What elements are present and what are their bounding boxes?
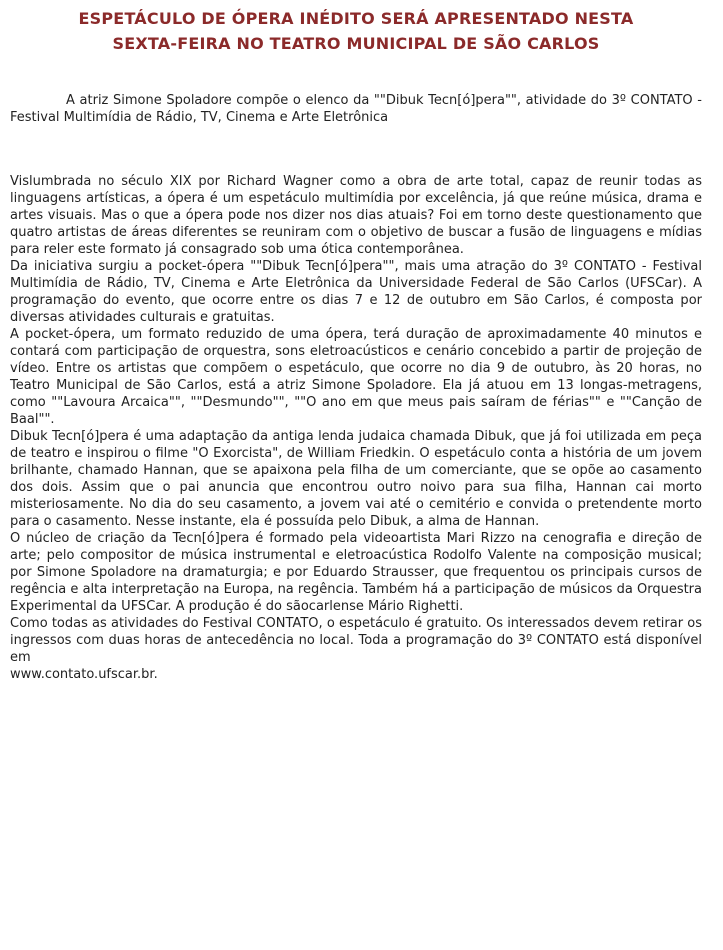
body-paragraph: Da iniciativa surgiu a pocket-ópera ""Dibuk Tecn[ó]pera"", mais uma atração do 3º CONTATO - Festival Multimídia de Rádio, TV, Cinema e Arte Eletrônica da Universidade Federal de São Carlos (UFSCar). A programação do evento, que ocorre entre os dias 7 e 12 de outubro em São Carlos, é composta por diversas atividades culturais e gratuitas. (10, 259, 702, 325)
article-body (10, 173, 702, 683)
body-paragraph: Dibuk Tecn[ó]pera é uma adaptação da antiga lenda judaica chamada Dibuk, que já foi utilizada em peça de teatro e inspirou o filme "O Exorcista", de William Friedkin. O espetáculo conta a história de um jovem brilhante, chamado Hannan, que se apaixona pela filha de um comerciante, que se opõe ao casamento dos dois. Assim que o pai anuncia que encontrou outro noivo para sua filha, Hannan cai morto misteriosamente. No dia do seu casamento, a jovem vai até o cemitério e convida o pretendente morto para o casamento. Nesse instante, ela é possuída pelo Dibuk, a alma de Hannan. (10, 429, 702, 529)
body-paragraph: Como todas as atividades do Festival CONTATO, o espetáculo é gratuito. Os interessados devem retirar os ingressos com duas horas de antecedência no local. Toda a programação do 3º CONTATO está disponível em (10, 616, 702, 665)
article-headline (10, 6, 702, 56)
article (10, 6, 702, 683)
body-paragraph: Vislumbrada no século XIX por Richard Wagner como a obra de arte total, capaz de reunir todas as linguagens artísticas, a ópera é um espetáculo multimídia por excelência, já que reúne música, drama e artes visuais. Mas o que a ópera pode nos dizer nos dias atuais? Foi em torno deste questionamento que quatro artistas de áreas diferentes se reuniram com o objetivo de buscar a fusão de linguagens e mídias para reler este formato já consagrado sob uma ótica contemporânea. (10, 174, 702, 257)
body-paragraph: A pocket-ópera, um formato reduzido de uma ópera, terá duração de aproximadamente 40 minutos e contará com participação de orquestra, sons eletroacústicos e cenário concebido a partir de projeção de vídeo. Entre os artistas que compõem o espetáculo, que ocorre no dia 9 de outubro, às 20 horas, no Teatro Municipal de São Carlos, está a atriz Simone Spoladore. Ela já atuou em 13 longas-metragens, como ""Lavoura Arcaica"", ""Desmundo"", ""O ano em que meus pais saíram de férias"" e ""Canção de Baal"". (10, 327, 702, 427)
headline-line-2: SEXTA-FEIRA NO TEATRO MUNICIPAL DE SÃO CARLOS (112, 34, 600, 53)
body-paragraph: O núcleo de criação da Tecn[ó]pera é formado pela videoartista Mari Rizzo na cenografia e direção de arte; pelo compositor de música instrumental e eletroacústica Rodolfo Valente na composição musical; por Simone Spoladore na dramaturgia; e por Eduardo Strausser, que frequentou os principais cursos de regência e alta interpretação na Europa, na regência. Também há a participação de músicos da Orquestra Experimental da UFSCar. A produção é do sãocarlense Mário Righetti. (10, 531, 702, 614)
article-lead: A atriz Simone Spoladore compõe o elenco da ""Dibuk Tecn[ó]pera"", atividade do 3º CONTATO - Festival Multimídia de Rádio, TV, Cinema e Arte Eletrônica (10, 93, 702, 125)
festival-url: www.contato.ufscar.br. (10, 667, 158, 682)
headline-line-1: ESPETÁCULO DE ÓPERA INÉDITO SERÁ APRESENTADO NESTA (78, 9, 634, 28)
